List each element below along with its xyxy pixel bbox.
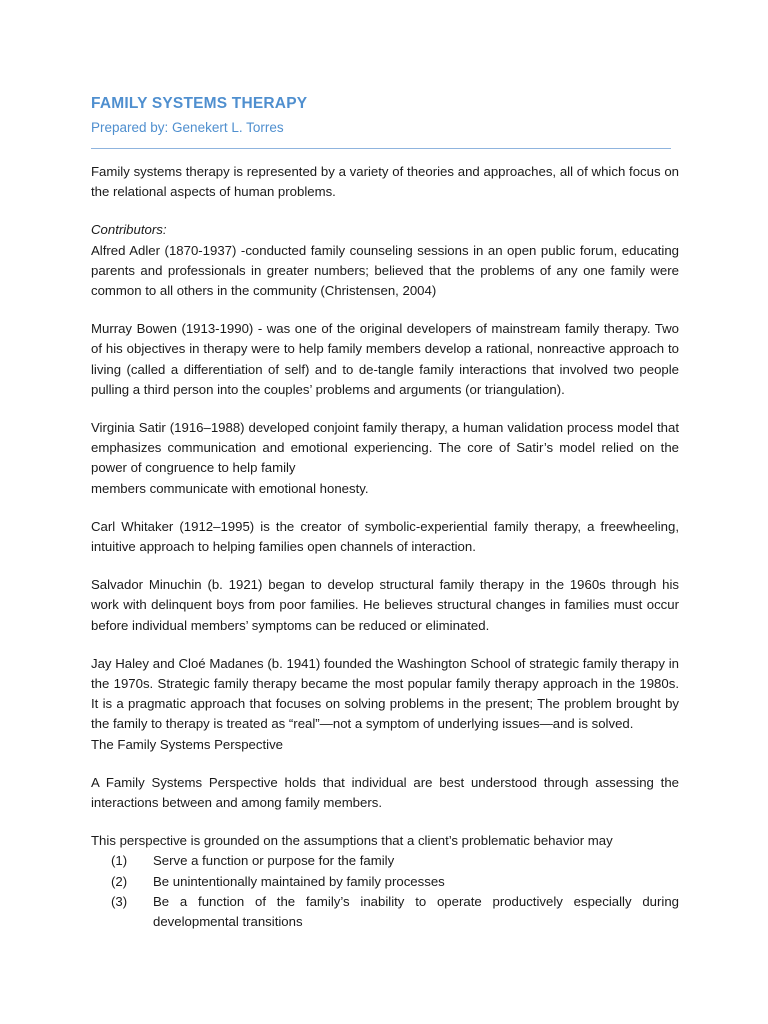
section-heading-perspective: The Family Systems Perspective bbox=[91, 736, 284, 752]
contributor-paragraph-adler: Alfred Adler (1870-1937) -conducted family counseling sessions in an open public forum, educating parents and professionals in greater numbers; believed that the problems of any one family were common to all others in the community (Christensen, 2004) bbox=[91, 242, 679, 299]
title-divider bbox=[91, 148, 671, 149]
contributor-paragraph-whitaker: Carl Whitaker (1912–1995) is the creator of symbolic-experiential family therapy, a freewheeling, intuitive approach to helping families open channels of interaction. bbox=[91, 518, 679, 555]
contributor-paragraph-satir: Virginia Satir (1916–1988) developed conjoint family therapy, a human validation process model that emphasizes communication and emotional experiencing. The core of Satir’s model relied on the power of congruence to help family bbox=[91, 420, 679, 476]
list-item-text: Be a function of the family’s inability to operate productively especially during developmental transitions bbox=[153, 893, 679, 930]
perspective-paragraph: A Family Systems Perspective holds that individual are best understood through assessing the interactions between and among family members. bbox=[91, 774, 679, 811]
document-title: FAMILY SYSTEMS THERAPY bbox=[91, 95, 308, 112]
intro-paragraph: Family systems therapy is represented by a variety of theories and approaches, all of which focus on the relational aspects of human problems. bbox=[91, 164, 679, 200]
list-item-text: Be unintentionally maintained by family processes bbox=[153, 873, 445, 889]
contributors-label: Contributors: bbox=[91, 222, 167, 238]
list-item-number: (2) bbox=[111, 873, 128, 889]
assumptions-list bbox=[91, 851, 679, 932]
contributor-paragraph-bowen: Murray Bowen (1913-1990) - was one of the original developers of mainstream family therapy. Two of his objectives in therapy were to help family members develop a rational, nonreactive approach to living (called a differentiation of self) and to de-tangle family interactions that involved two people pulling a third person into the couples’ problems and arguments (or triangulation). bbox=[91, 321, 679, 397]
contributors-section bbox=[91, 220, 679, 301]
list-item-number: (3) bbox=[111, 893, 128, 909]
contributor-paragraph-minuchin: Salvador Minuchin (b. 1921) began to develop structural family therapy in the 1960s through his work with delinquent boys from poor families. He believes structural changes in families must occur before individual members’ symptoms can be reduced or eliminated. bbox=[91, 577, 679, 633]
contributor-paragraph-haley-madanes: Jay Haley and Cloé Madanes (b. 1941) founded the Washington School of strategic family therapy in the 1970s. Strategic family therapy became the most popular family therapy approach in the 1980s. It is a pragmatic approach that focuses on solving problems in the present; The problem brought by the family to therapy is treated as “real”—not a symptom of underlying issues—and is solved. bbox=[91, 655, 679, 732]
list-item-number: (1) bbox=[111, 853, 128, 869]
list-item-text: Serve a function or purpose for the family bbox=[153, 853, 395, 869]
contributor-satir-block bbox=[91, 418, 679, 499]
list-item bbox=[91, 851, 679, 871]
document-page bbox=[91, 94, 679, 932]
contributor-paragraph-satir-continued: members communicate with emotional honesty. bbox=[91, 480, 369, 496]
list-item bbox=[91, 872, 679, 892]
assumptions-section bbox=[91, 831, 679, 932]
list-item bbox=[91, 892, 679, 932]
assumptions-intro: This perspective is grounded on the assumptions that a client’s problematic behavior may bbox=[91, 833, 613, 849]
document-subtitle: Prepared by: Genekert L. Torres bbox=[91, 120, 284, 135]
